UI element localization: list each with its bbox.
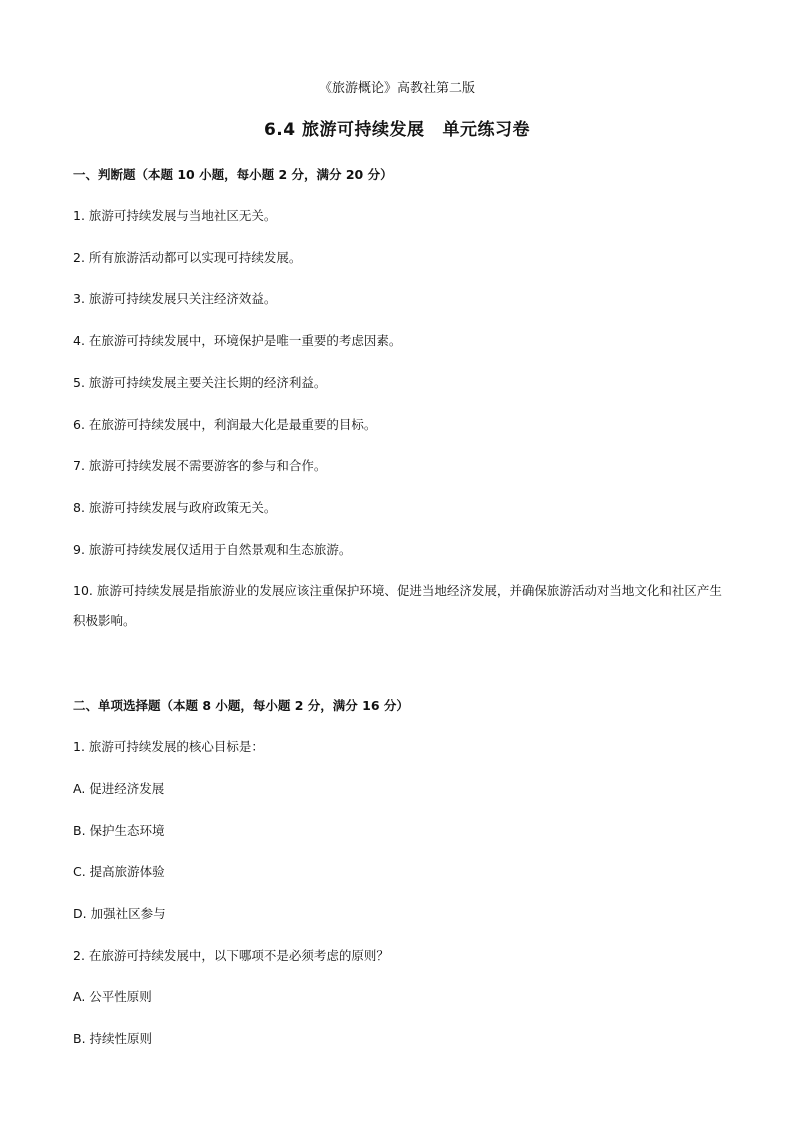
question-item: 7. 旅游可持续发展不需要游客的参与和合作。 (73, 458, 327, 473)
answer-option: A. 促进经济发展 (73, 781, 165, 796)
question-stem: 2. 在旅游可持续发展中，以下哪项不是必须考虑的原则？ (73, 948, 389, 963)
question-item: 8. 旅游可持续发展与政府政策无关。 (73, 500, 277, 515)
question-item: 10. 旅游可持续发展是指旅游业的发展应该注重保护环境、促进当地经济发展，并确保旅游活动对当地文化和社区产生积极影响。 (73, 583, 722, 628)
page-title (0, 118, 794, 142)
question-item: 1. 旅游可持续发展与当地社区无关。 (73, 208, 277, 223)
question-item: 2. 所有旅游活动都可以实现可持续发展。 (73, 250, 302, 265)
question-item: 6. 在旅游可持续发展中，利润最大化是最重要的目标。 (73, 417, 377, 432)
answer-option: D. 加强社区参与 (73, 906, 166, 921)
answer-option: B. 保护生态环境 (73, 823, 165, 838)
title-main: 6.4 旅游可持续发展 (263, 120, 425, 140)
question-item: 9. 旅游可持续发展仅适用于自然景观和生态旅游。 (73, 542, 352, 557)
question-item: 4. 在旅游可持续发展中，环境保护是唯一重要的考虑因素。 (73, 333, 402, 348)
question-item: 5. 旅游可持续发展主要关注长期的经济利益。 (73, 375, 327, 390)
question-item: 3. 旅游可持续发展只关注经济效益。 (73, 291, 277, 306)
answer-option: C. 提高旅游体验 (73, 864, 165, 879)
question-stem: 1. 旅游可持续发展的核心目标是： (73, 739, 264, 754)
answer-option: B. 持续性原则 (73, 1031, 153, 1046)
section-heading-single-choice: 二、单项选择题（本题 8 小题，每小题 2 分，满分 16 分） (73, 698, 409, 713)
header-note: 《旅游概论》高教社第二版 (318, 81, 475, 96)
section-heading-true-false: 一、判断题（本题 10 小题，每小题 2 分，满分 20 分） (73, 167, 393, 182)
title-sub: 单元练习卷 (442, 120, 531, 140)
answer-option: A. 公平性原则 (73, 989, 152, 1004)
